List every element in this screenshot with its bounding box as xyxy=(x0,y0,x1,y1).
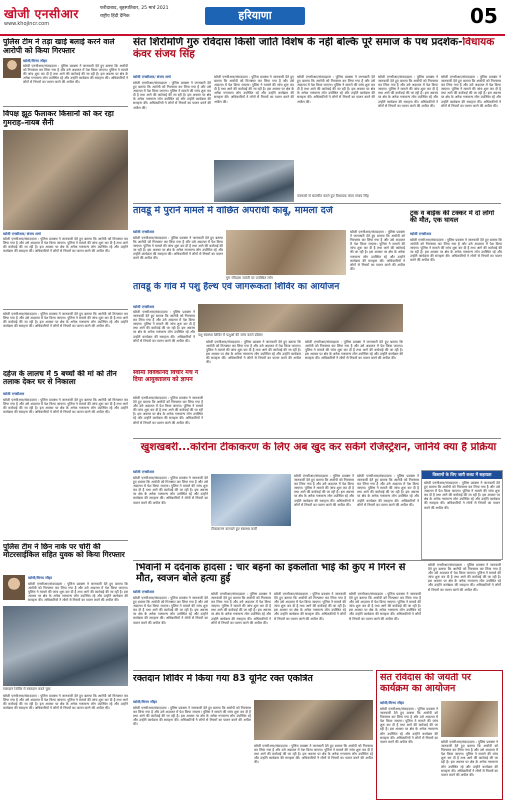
lead-headline-main: संत शिरोमणि गुरु रविदास किसी जाति विशेष के नहीं बल्कि पूरे समाज के पथ प्रदर्शक- xyxy=(133,37,463,48)
story-12-headline: संत रविदास की जयंती पर कार्यक्रम का आयोजन xyxy=(380,673,471,694)
story-9-body-1: खोजी एनसीआर/संवाददाता : पुलिस प्रवक्ता ने जानकारी देते हुए बताया कि आरोपी को गिरफ्तार कर लिया गया है और उसे अदालत में पेश किया जाएगा। पुलिस ने मामले की जांच शुरू कर दी है तथा आगे की कार्रवाई की जा रही है। इस अवसर पर क्षेत्र के अनेक गणमान्य लोग उपस्थित रहे और उन्होंने कार्यक्रम की सराहना की। अधिकारियों ने लोगों से नियमों का पालन करने की अपील की। xyxy=(133,476,208,505)
story-2-body: खोजी एनसीआर/संवाददाता : पुलिस प्रवक्ता ने जानकारी देते हुए बताया कि आरोपी को गिरफ्तार कर लिया गया है और उसे अदालत में पेश किया जाएगा। पुलिस ने मामले की जांच शुरू कर दी है तथा आगे की कार्रवाई की जा रही है। इस अवसर पर क्षेत्र के अनेक गणमान्य लोग उपस्थित रहे और उन्होंने कार्यक्रम की सराहना की। अधिकारियों ने लोगों से नियमों का पालन करने की अपील की। xyxy=(3,237,128,254)
lead-headline xyxy=(133,37,501,61)
story-6-body: खोजी एनसीआर/संवाददाता : पुलिस प्रवक्ता ने जानकारी देते हुए बताया कि आरोपी को गिरफ्तार कर लिया गया है और उसे अदालत में पेश किया जाएगा। पुलिस ने मामले की जांच शुरू कर दी है तथा आगे की कार्रवाई की जा रही है। इस अवसर पर क्षेत्र के अनेक गणमान्य लोग उपस्थित रहे और उन्होंने कार्यक्रम की सराहना की। अधिकारियों ने लोगों से नियमों का पालन करने की अपील की। xyxy=(410,238,502,263)
story-12-byline: खोजी/विनय जौहर xyxy=(380,701,405,705)
brand-url: www.khojincr.com xyxy=(4,21,50,27)
story-11-headline: रक्तदान शिविर में किया गया 83 यूनिट रक्त एकत्रित xyxy=(133,674,313,684)
story-11-byline: खोजी/विनय जौहर xyxy=(133,700,158,704)
story-3-body: खोजी एनसीआर/संवाददाता : पुलिस प्रवक्ता ने जानकारी देते हुए बताया कि आरोपी को गिरफ्तार कर लिया गया है और उसे अदालत में पेश किया जाएगा। पुलिस ने मामले की जांच शुरू कर दी है तथा आगे की कार्रवाई की जा रही है। इस अवसर पर क्षेत्र के अनेक गणमान्य लोग उपस्थित रहे और उन्होंने कार्यक्रम की सराहना की। अधिकारियों ने लोगों से नियमों का पालन करने की अपील की। xyxy=(3,398,128,415)
story-8-body-2: खोजी एनसीआर/संवाददाता : पुलिस प्रवक्ता ने जानकारी देते हुए बताया कि आरोपी को गिरफ्तार कर लिया गया है और उसे अदालत में पेश किया जाएगा। पुलिस ने मामले की जांच शुरू कर दी है तथा आगे की कार्रवाई की जा रही है। इस अवसर पर क्षेत्र के अनेक गणमान्य लोग उपस्थित रहे और उन्होंने कार्यक्रम की सराहना की। अधिकारियों ने लोगों से नियमों का पालन करने की अपील की। xyxy=(206,340,301,365)
story-11-photo xyxy=(3,606,128,686)
lead-body-col4: खोजी एनसीआर/संवाददाता : पुलिस प्रवक्ता ने जानकारी देते हुए बताया कि आरोपी को गिरफ्तार कर लिया गया है और उसे अदालत में पेश किया जाएगा। पुलिस ने मामले की जांच शुरू कर दी है तथा आगे की कार्रवाई की जा रही है। इस अवसर पर क्षेत्र के अनेक गणमान्य लोग उपस्थित रहे और उन्होंने कार्यक्रम की सराहना की। अधिकारियों ने लोगों से नियमों का पालन करने की अपील की। xyxy=(378,75,438,108)
story-8-body: खोजी एनसीआर/संवाददाता : पुलिस प्रवक्ता ने जानकारी देते हुए बताया कि आरोपी को गिरफ्तार कर लिया गया है और उसे अदालत में पेश किया जाएगा। पुलिस ने मामले की जांच शुरू कर दी है तथा आगे की कार्रवाई की जा रही है। इस अवसर पर क्षेत्र के अनेक गणमान्य लोग उपस्थित रहे और उन्होंने कार्यक्रम की सराहना की। अधिकारियों ने लोगों से नियमों का पालन करने की अपील की। xyxy=(133,396,203,425)
story-7-photo xyxy=(198,304,403,332)
story-9-photo xyxy=(211,474,291,526)
story-12-body-1: खोजी एनसीआर/संवाददाता : पुलिस प्रवक्ता ने जानकारी देते हुए बताया कि आरोपी को गिरफ्तार कर लिया गया है और उसे अदालत में पेश किया जाएगा। पुलिस ने मामले की जांच शुरू कर दी है तथा आगे की कार्रवाई की जा रही है। इस अवसर पर क्षेत्र के अनेक गणमान्य लोग उपस्थित रहे और उन्होंने कार्यक्रम की सराहना की। अधिकारियों ने लोगों से नियमों का पालन करने की अपील की। xyxy=(380,707,438,744)
divider xyxy=(3,106,128,107)
story-5-headline: तावडू में पुराने मामले में वांछित अपराधी काबू, मामला दर्ज xyxy=(133,206,333,216)
story-2-headline: विपक्ष झूठ फैलाकर किसानों को कर रहा गुमराह–नायब सैनी xyxy=(3,110,114,127)
side-box-body: खोजी एनसीआर/संवाददाता : पुलिस प्रवक्ता ने जानकारी देते हुए बताया कि आरोपी को गिरफ्तार कर लिया गया है और उसे अदालत में पेश किया जाएगा। पुलिस ने मामले की जांच शुरू कर दी है तथा आगे की कार्रवाई की जा रही है। इस अवसर पर क्षेत्र के अनेक गणमान्य लोग उपस्थित रहे और उन्होंने कार्यक्रम की सराहना की। अधिकारियों ने लोगों से नियमों का पालन करने की अपील की। xyxy=(424,481,500,510)
story-5-body-right: खोजी एनसीआर/संवाददाता : पुलिस प्रवक्ता ने जानकारी देते हुए बताया कि आरोपी को गिरफ्तार कर लिया गया है और उसे अदालत में पेश किया जाएगा। पुलिस ने मामले की जांच शुरू कर दी है तथा आगे की कार्रवाई की जा रही है। इस अवसर पर क्षेत्र के अनेक गणमान्य लोग उपस्थित रहे और उन्होंने कार्यक्रम की सराहना की। अधिकारियों ने लोगों से नियमों का पालन करने की अपील की। xyxy=(350,230,405,271)
story-2-continued: खोजी एनसीआर/संवाददाता : पुलिस प्रवक्ता ने जानकारी देते हुए बताया कि आरोपी को गिरफ्तार कर लिया गया है और उसे अदालत में पेश किया जाएगा। पुलिस ने मामले की जांच शुरू कर दी है तथा आगे की कार्रवाई की जा रही है। इस अवसर पर क्षेत्र के अनेक गणमान्य लोग उपस्थित रहे और उन्होंने कार्यक्रम की सराहना की। अधिकारियों ने लोगों से नियमों का पालन करने की अपील की। xyxy=(3,312,128,329)
divider xyxy=(133,438,501,439)
story-6-byline: खोजी एनसीआर xyxy=(410,232,432,236)
issue-date: फरीदाबाद, बृहस्पतिवार, 25 मार्च 2021 xyxy=(100,6,169,11)
story-2-photo xyxy=(3,130,128,230)
story-7-headline: तावडू के गांव में पशु हैल्थ एवं जागरूकता शिविर का आयोजन xyxy=(133,282,340,292)
story-5-photo xyxy=(226,230,346,275)
story-3-byline: खोजी एनसीआर xyxy=(3,392,25,396)
section-label: हरियाणा xyxy=(205,7,305,25)
lead-body-col1: खोजी एनसीआर/संवाददाता : पुलिस प्रवक्ता ने जानकारी देते हुए बताया कि आरोपी को गिरफ्तार कर लिया गया है और उसे अदालत में पेश किया जाएगा। पुलिस ने मामले की जांच शुरू कर दी है तथा आगे की कार्रवाई की जा रही है। इस अवसर पर क्षेत्र के अनेक गणमान्य लोग उपस्थित रहे और उन्होंने कार्यक्रम की सराहना की। अधिकारियों ने लोगों से नियमों का पालन करने की अपील की। xyxy=(133,81,211,110)
lead-byline: खोजी एनसीआर/ संजय शर्मा xyxy=(133,75,171,79)
story-5-byline: खोजी एनसीआर xyxy=(133,230,155,234)
story-9-caption: टीकाकरण करवाते हुए स्वास्थ्य कर्मी xyxy=(211,527,257,531)
page-number: 05 xyxy=(470,4,498,28)
story-10-body-1: खोजी एनसीआर/संवाददाता : पुलिस प्रवक्ता ने जानकारी देते हुए बताया कि आरोपी को गिरफ्तार कर लिया गया है और उसे अदालत में पेश किया जाएगा। पुलिस ने मामले की जांच शुरू कर दी है तथा आगे की कार्रवाई की जा रही है। इस अवसर पर क्षेत्र के अनेक गणमान्य लोग उपस्थित रहे और उन्होंने कार्यक्रम की सराहना की। अधिकारियों ने लोगों से नियमों का पालन करने की अपील की। xyxy=(133,596,208,625)
story-9-body-2: खोजी एनसीआर/संवाददाता : पुलिस प्रवक्ता ने जानकारी देते हुए बताया कि आरोपी को गिरफ्तार कर लिया गया है और उसे अदालत में पेश किया जाएगा। पुलिस ने मामले की जांच शुरू कर दी है तथा आगे की कार्रवाई की जा रही है। इस अवसर पर क्षेत्र के अनेक गणमान्य लोग उपस्थित रहे और उन्होंने कार्यक्रम की सराहना की। अधिकारियों ने लोगों से नियमों का पालन करने की अपील की। xyxy=(294,474,354,507)
divider xyxy=(133,203,501,204)
divider xyxy=(3,309,128,310)
story-12-body-2: खोजी एनसीआर/संवाददाता : पुलिस प्रवक्ता ने जानकारी देते हुए बताया कि आरोपी को गिरफ्तार कर लिया गया है और उसे अदालत में पेश किया जाएगा। पुलिस ने मामले की जांच शुरू कर दी है तथा आगे की कार्रवाई की जा रही है। इस अवसर पर क्षेत्र के अनेक गणमान्य लोग उपस्थित रहे और उन्होंने कार्यक्रम की सराहना की। अधिकारियों ने लोगों से नियमों का पालन करने की अपील की। xyxy=(441,740,498,777)
lead-body-col3: खोजी एनसीआर/संवाददाता : पुलिस प्रवक्ता ने जानकारी देते हुए बताया कि आरोपी को गिरफ्तार कर लिया गया है और उसे अदालत में पेश किया जाएगा। पुलिस ने मामले की जांच शुरू कर दी है तथा आगे की कार्रवाई की जा रही है। इस अवसर पर क्षेत्र के अनेक गणमान्य लोग उपस्थित रहे और उन्होंने कार्यक्रम की सराहना की। अधिकारियों ने लोगों से नियमों का पालन करने की अपील की। xyxy=(297,75,375,104)
story-1-byline: खोजी/विनय जौहर xyxy=(23,59,48,63)
story-4-photo xyxy=(3,575,25,600)
side-box-title: किसानों के लिए जारी बजट में सहायता xyxy=(422,471,502,479)
story-10-body-3: खोजी एनसीआर/संवाददाता : पुलिस प्रवक्ता ने जानकारी देते हुए बताया कि आरोपी को गिरफ्तार कर लिया गया है और उसे अदालत में पेश किया जाएगा। पुलिस ने मामले की जांच शुरू कर दी है तथा आगे की कार्रवाई की जा रही है। इस अवसर पर क्षेत्र के अनेक गणमान्य लोग उपस्थित रहे और उन्होंने कार्यक्रम की सराहना की। अधिकारियों ने लोगों से नियमों का पालन करने की अपील की। xyxy=(274,592,346,621)
lead-body-col2: खोजी एनसीआर/संवाददाता : पुलिस प्रवक्ता ने जानकारी देते हुए बताया कि आरोपी को गिरफ्तार कर लिया गया है और उसे अदालत में पेश किया जाएगा। पुलिस ने मामले की जांच शुरू कर दी है तथा आगे की कार्रवाई की जा रही है। इस अवसर पर क्षेत्र के अनेक गणमान्य लोग उपस्थित रहे और उन्होंने कार्यक्रम की सराहना की। अधिकारियों ने लोगों से नियमों का पालन करने की अपील की। xyxy=(214,75,294,104)
brand-name: खोजी एनसीआर xyxy=(4,7,79,21)
issue-tagline: राष्ट्रीय हिंदी दैनिक xyxy=(100,14,130,19)
story-8-body-3: खोजी एनसीआर/संवाददाता : पुलिस प्रवक्ता ने जानकारी देते हुए बताया कि आरोपी को गिरफ्तार कर लिया गया है और उसे अदालत में पेश किया जाएगा। पुलिस ने मामले की जांच शुरू कर दी है तथा आगे की कार्रवाई की जा रही है। इस अवसर पर क्षेत्र के अनेक गणमान्य लोग उपस्थित रहे और उन्होंने कार्यक्रम की सराहना की। अधिकारियों ने लोगों से नियमों का पालन करने की अपील की। xyxy=(305,340,403,361)
story-9-byline: खोजी एनसीआर xyxy=(133,470,155,474)
story-9-body-3: खोजी एनसीआर/संवाददाता : पुलिस प्रवक्ता ने जानकारी देते हुए बताया कि आरोपी को गिरफ्तार कर लिया गया है और उसे अदालत में पेश किया जाएगा। पुलिस ने मामले की जांच शुरू कर दी है तथा आगे की कार्रवाई की जा रही है। इस अवसर पर क्षेत्र के अनेक गणमान्य लोग उपस्थित रहे और उन्होंने कार्यक्रम की सराहना की। अधिकारियों ने लोगों से नियमों का पालन करने की अपील की। xyxy=(357,474,419,507)
story-4-body: खोजी एनसीआर/संवाददाता : पुलिस प्रवक्ता ने जानकारी देते हुए बताया कि आरोपी को गिरफ्तार कर लिया गया है और उसे अदालत में पेश किया जाएगा। पुलिस ने मामले की जांच शुरू कर दी है तथा आगे की कार्रवाई की जा रही है। इस अवसर पर क्षेत्र के अनेक गणमान्य लोग उपस्थित रहे और उन्होंने कार्यक्रम की सराहना की। अधिकारियों ने लोगों से नियमों का पालन करने की अपील की। xyxy=(28,582,128,603)
right-top-body: खोजी एनसीआर/संवाददाता : पुलिस प्रवक्ता ने जानकारी देते हुए बताया कि आरोपी को गिरफ्तार कर लिया गया है और उसे अदालत में पेश किया जाएगा। पुलिस ने मामले की जांच शुरू कर दी है तथा आगे की कार्रवाई की जा रही है। इस अवसर पर क्षेत्र के अनेक गणमान्य लोग उपस्थित रहे और उन्होंने कार्यक्रम की सराहना की। अधिकारियों ने लोगों से नियमों का पालन करने की अपील की। xyxy=(441,75,501,108)
divider xyxy=(133,670,373,671)
divider xyxy=(133,560,501,561)
story-7-body: खोजी एनसीआर/संवाददाता : पुलिस प्रवक्ता ने जानकारी देते हुए बताया कि आरोपी को गिरफ्तार कर लिया गया है और उसे अदालत में पेश किया जाएगा। पुलिस ने मामले की जांच शुरू कर दी है तथा आगे की कार्रवाई की जा रही है। इस अवसर पर क्षेत्र के अनेक गणमान्य लोग उपस्थित रहे और उन्होंने कार्यक्रम की सराहना की। अधिकारियों ने लोगों से नियमों का पालन करने की अपील की। xyxy=(133,310,195,343)
story-11-body-left: खोजी एनसीआर/संवाददाता : पुलिस प्रवक्ता ने जानकारी देते हुए बताया कि आरोपी को गिरफ्तार कर लिया गया है और उसे अदालत में पेश किया जाएगा। पुलिस ने मामले की जांच शुरू कर दी है तथा आगे की कार्रवाई की जा रही है। इस अवसर पर क्षेत्र के अनेक गणमान्य लोग उपस्थित रहे और उन्होंने कार्यक्रम की सराहना की। अधिकारियों ने लोगों से नियमों का पालन करने की अपील की। xyxy=(3,694,128,711)
story-11-photo-2 xyxy=(254,700,373,740)
story-10-headline: भिवानी में दर्दनाक हादसा : चार बहनों का इकलौता भाई की कुंए में गिरने से मौत, स्वजन बोले हत्या हुई xyxy=(136,563,406,584)
story-9-headline: खुशखबरी...कोरोना टीकाकरण के लिए अब खुद कर सकेंगे रजिस्ट्रेशन, जानिये क्या है प्रक्रिया xyxy=(140,442,497,453)
side-box xyxy=(421,470,503,560)
story-1-headline: पुलिस टीम ने तड़ा खाई बलाई करने वाले आरोपी को किया गिरफ्तार xyxy=(3,38,115,55)
story-8-headline: स्वामी विवेकानंद विचार मंच ने दिया आयुक्तालय को ज्ञापन xyxy=(133,370,199,383)
divider xyxy=(3,540,128,541)
lead-caption: पत्रकारों से बातचीत करते हुए विधायक कंवर संजय सिंह xyxy=(297,194,369,198)
story-6-headline: ट्रक व बाईक की टक्कर में दो लोगों की मौत, एक घायल xyxy=(410,210,495,225)
story-10-body-4: खोजी एनसीआर/संवाददाता : पुलिस प्रवक्ता ने जानकारी देते हुए बताया कि आरोपी को गिरफ्तार कर लिया गया है और उसे अदालत में पेश किया जाएगा। पुलिस ने मामले की जांच शुरू कर दी है तथा आगे की कार्रवाई की जा रही है। इस अवसर पर क्षेत्र के अनेक गणमान्य लोग उपस्थित रहे और उन्होंने कार्यक्रम की सराहना की। अधिकारियों ने लोगों से नियमों का पालन करने की अपील की। xyxy=(349,592,421,621)
story-4-byline: खोजी/विनय जौहर xyxy=(28,576,53,580)
story-12-photo xyxy=(441,701,498,737)
story-1-photo xyxy=(3,58,21,78)
story-1-body: खोजी एनसीआर/संवाददाता : पुलिस प्रवक्ता ने जानकारी देते हुए बताया कि आरोपी को गिरफ्तार कर लिया गया है और उसे अदालत में पेश किया जाएगा। पुलिस ने मामले की जांच शुरू कर दी है तथा आगे की कार्रवाई की जा रही है। इस अवसर पर क्षेत्र के अनेक गणमान्य लोग उपस्थित रहे और उन्होंने कार्यक्रम की सराहना की। अधिकारियों ने लोगों से नियमों का पालन करने की अपील की। xyxy=(23,64,128,85)
lead-headline-highlight: विधायक कंवर संजय सिंह xyxy=(133,37,495,60)
lead-photo xyxy=(214,160,294,202)
story-5-caption: गुरु रविदास जयंती पर उपस्थित लोग xyxy=(226,276,273,280)
story-3-headline: दहेज के लालच में 5 बच्चों की मां को तीन तलाक देकर घर से निकाला xyxy=(3,370,117,387)
story-11-caption: रक्तदान शिविर में रक्तदान करते युवा xyxy=(3,687,51,691)
story-11-body-1: खोजी एनसीआर/संवाददाता : पुलिस प्रवक्ता ने जानकारी देते हुए बताया कि आरोपी को गिरफ्तार कर लिया गया है और उसे अदालत में पेश किया जाएगा। पुलिस ने मामले की जांच शुरू कर दी है तथा आगे की कार्रवाई की जा रही है। इस अवसर पर क्षेत्र के अनेक गणमान्य लोग उपस्थित रहे और उन्होंने कार्यक्रम की सराहना की। अधिकारियों ने लोगों से नियमों का पालन करने की अपील की। xyxy=(133,706,251,727)
story-7-byline: खोजी एनसीआर xyxy=(133,305,155,309)
story-7-caption: पशु स्वास्थ्य शिविर में पशुओं की जांच करते डॉक्टर xyxy=(198,333,263,337)
story-11-body-2: खोजी एनसीआर/संवाददाता : पुलिस प्रवक्ता ने जानकारी देते हुए बताया कि आरोपी को गिरफ्तार कर लिया गया है और उसे अदालत में पेश किया जाएगा। पुलिस ने मामले की जांच शुरू कर दी है तथा आगे की कार्रवाई की जा रही है। इस अवसर पर क्षेत्र के अनेक गणमान्य लोग उपस्थित रहे और उन्होंने कार्यक्रम की सराहना की। अधिकारियों ने लोगों से नियमों का पालन करने की अपील की। xyxy=(254,744,373,765)
story-2-byline: खोजी एनसीआर/ संजय शर्मा xyxy=(3,232,41,236)
story-5-body: खोजी एनसीआर/संवाददाता : पुलिस प्रवक्ता ने जानकारी देते हुए बताया कि आरोपी को गिरफ्तार कर लिया गया है और उसे अदालत में पेश किया जाएगा। पुलिस ने मामले की जांच शुरू कर दी है तथा आगे की कार्रवाई की जा रही है। इस अवसर पर क्षेत्र के अनेक गणमान्य लोग उपस्थित रहे और उन्होंने कार्यक्रम की सराहना की। अधिकारियों ने लोगों से नियमों का पालन करने की अपील की। xyxy=(133,236,223,261)
right-col-body: खोजी एनसीआर/संवाददाता : पुलिस प्रवक्ता ने जानकारी देते हुए बताया कि आरोपी को गिरफ्तार कर लिया गया है और उसे अदालत में पेश किया जाएगा। पुलिस ने मामले की जांच शुरू कर दी है तथा आगे की कार्रवाई की जा रही है। इस अवसर पर क्षेत्र के अनेक गणमान्य लोग उपस्थित रहे और उन्होंने कार्यक्रम की सराहना की। अधिकारियों ने लोगों से नियमों का पालन करने की अपील की। xyxy=(428,563,501,592)
story-10-byline: खोजी एनसीआर xyxy=(133,590,155,594)
story-10-body-2: खोजी एनसीआर/संवाददाता : पुलिस प्रवक्ता ने जानकारी देते हुए बताया कि आरोपी को गिरफ्तार कर लिया गया है और उसे अदालत में पेश किया जाएगा। पुलिस ने मामले की जांच शुरू कर दी है तथा आगे की कार्रवाई की जा रही है। इस अवसर पर क्षेत्र के अनेक गणमान्य लोग उपस्थित रहे और उन्होंने कार्यक्रम की सराहना की। अधिकारियों ने लोगों से नियमों का पालन करने की अपील की। xyxy=(211,592,271,625)
story-4-headline: पुलिस टीम ने छिन नाके पर चोरी की मोटरसाईकिल सहित युवक को किया गिरफ्तार xyxy=(3,543,125,560)
